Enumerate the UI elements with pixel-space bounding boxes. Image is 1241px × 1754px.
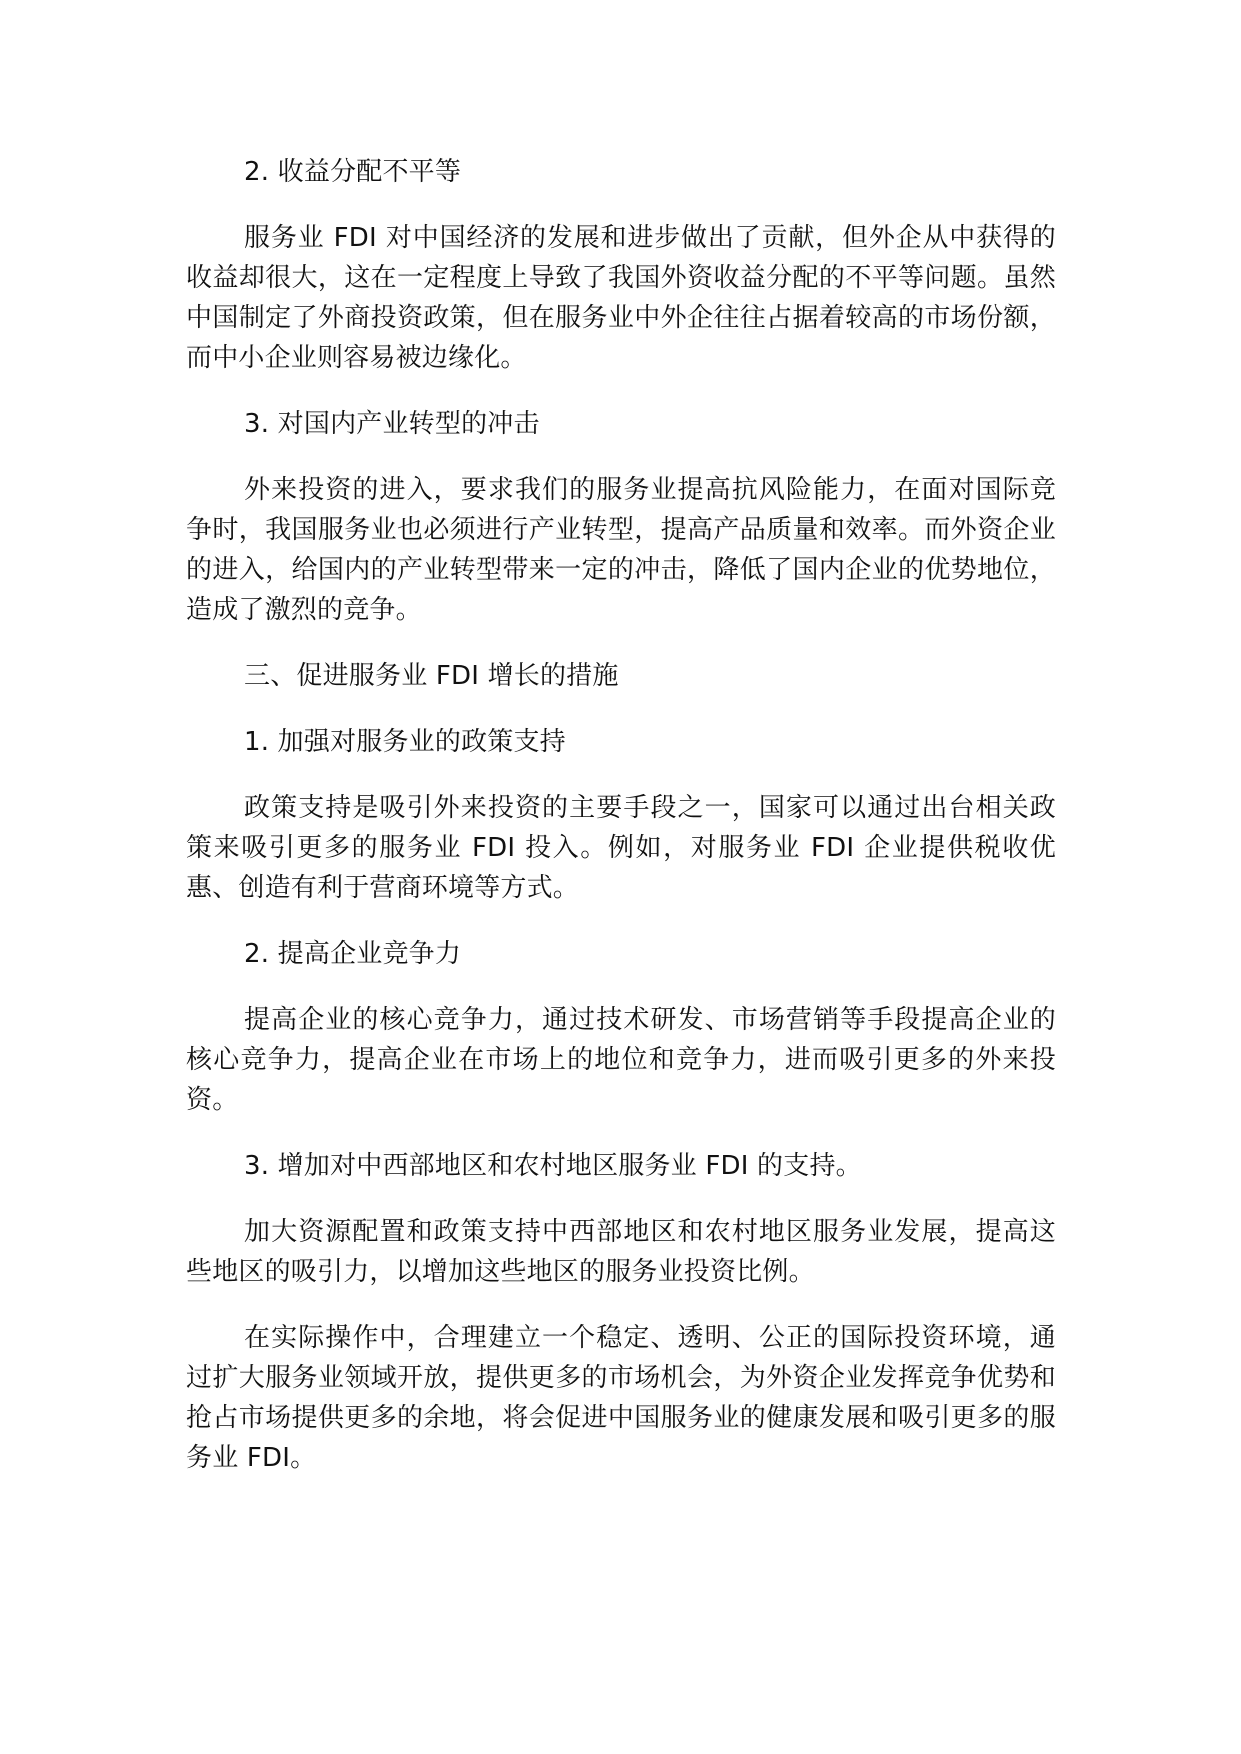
section-heading-competitiveness: 2. 提高企业竞争力: [244, 939, 462, 969]
paragraph-income-distribution: 服务业 FDI 对中国经济的发展和进步做出了贡献，但外企从中获得的收益却很大，这在一定程度上导致了我国外资收益分配的不平等问题。虽然中国制定了外商投资政策，但在服务业中外企往往占据着较高的市场份额，而中小企业则容易被边缘化。: [186, 223, 1056, 373]
document-body: [186, 152, 1056, 1504]
paragraph-policy-support: 政策支持是吸引外来投资的主要手段之一，国家可以通过出台相关政策来吸引更多的服务业 FDI 投入。例如，对服务业 FDI 企业提供税收优惠、创造有利于营商环境等方式。: [186, 793, 1056, 903]
chapter-heading-measures: 三、促进服务业 FDI 增长的措施: [244, 661, 619, 691]
paragraph-conclusion: 在实际操作中，合理建立一个稳定、透明、公正的国际投资环境，通过扩大服务业领域开放，提供更多的市场机会，为外资企业发挥竞争优势和抢占市场提供更多的余地，将会促进中国服务业的健康发展和吸引更多的服务业 FDI。: [186, 1323, 1056, 1473]
section-heading-policy-support: 1. 加强对服务业的政策支持: [244, 727, 566, 757]
paragraph-regional-support: 加大资源配置和政策支持中西部地区和农村地区服务业发展，提高这些地区的吸引力，以增加这些地区的服务业投资比例。: [186, 1217, 1056, 1287]
section-heading-regional-support: 3. 增加对中西部地区和农村地区服务业 FDI 的支持。: [244, 1151, 862, 1181]
paragraph-industry-impact: 外来投资的进入，要求我们的服务业提高抗风险能力，在面对国际竞争时，我国服务业也必须进行产业转型，提高产品质量和效率。而外资企业的进入，给国内的产业转型带来一定的冲击，降低了国内企业的优势地位，造成了激烈的竞争。: [186, 475, 1056, 625]
section-heading-industry-impact: 3. 对国内产业转型的冲击: [244, 409, 540, 439]
section-heading-income-distribution: 2. 收益分配不平等: [244, 157, 462, 187]
paragraph-competitiveness: 提高企业的核心竞争力，通过技术研发、市场营销等手段提高企业的核心竞争力，提高企业在市场上的地位和竞争力，进而吸引更多的外来投资。: [186, 1005, 1056, 1115]
